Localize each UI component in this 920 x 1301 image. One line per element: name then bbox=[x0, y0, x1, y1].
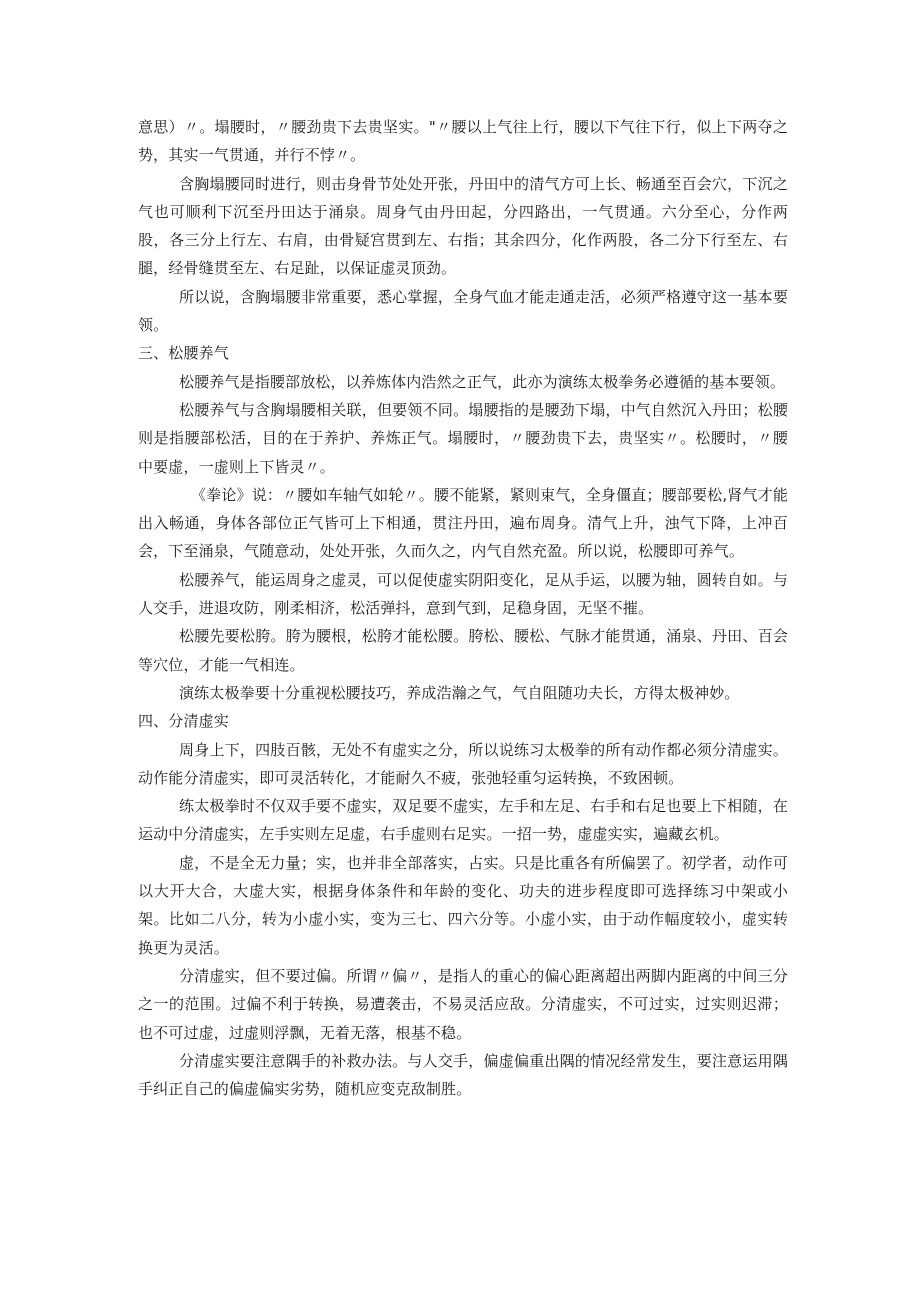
paragraph: 演练太极拳要十分重视松腰技巧，养成浩瀚之气，气自阻随功夫长，方得太极神妙。 bbox=[179, 683, 740, 702]
paragraph: 松腰养气是指腰部放松，以养炼体内浩然之正气，此亦为演练太极拳务必遵循的基本要领。 bbox=[179, 372, 786, 391]
paragraph: 分清虚实，但不要过偏。所谓〃偏〃，是指人的重心的偏心距离超出两脚内距离的中间三分之一的范围。过偏不利于转换，易遭袭击，不易灵活应敌。分清虚实，不可过实，过实则迟滞；也不可过虚，过虚则浮飘，无着无落，根基不稳。 bbox=[138, 966, 788, 1042]
paragraph: 松腰养气，能运周身之虚灵，可以促使虚实阴阳变化，足从手运，以腰为轴，圆转自如。与人交手，进退攻防，刚柔相济，松活弹抖，意到气到，足稳身固，无坚不摧。 bbox=[138, 570, 788, 618]
paragraph: 所以说，含胸塌腰非常重要，悉心掌握，全身气血才能走通走活，必须严格遵守这一基本要领。 bbox=[138, 287, 788, 335]
paragraph: 周身上下，四肢百骸，无处不有虚实之分，所以说练习太极拳的所有动作都必须分清虚实。动作能分清虚实，即可灵活转化，才能耐久不疲，张弛轻重匀运转换，不致困顿。 bbox=[138, 740, 788, 787]
document-body bbox=[138, 113, 788, 1103]
paragraph: 松腰先要松胯。胯为腰根，松胯才能松腰。胯松、腰松、气脉才能贯通，涌泉、丹田、百会等穴位，才能一气相连。 bbox=[138, 627, 788, 674]
paragraph: 意思）〃。塌腰时，〃腰劲贵下去贵坚实。"〃腰以上气往上行，腰以下气往下行，似上下两夺之势，其实一气贯通，并行不悖〃。 bbox=[138, 118, 788, 165]
section-heading: 四、分清虚实 bbox=[138, 712, 229, 731]
paragraph: 练太极拳时不仅双手要不虚实，双足要不虚实，左手和左足、右手和右足也要上下相随，在运动中分清虚实，左手实则左足虚，右手虚则右足实。一招一势，虚虚实实，遍藏玄机。 bbox=[138, 797, 788, 844]
paragraph: 松腰养气与含胸塌腰相关联，但要领不同。塌腰指的是腰劲下塌，中气自然沉入丹田；松腰则是指腰部松活，目的在于养护、养炼正气。塌腰时，〃腰劲贵下去，贵坚实〃。松腰时，〃腰中要虚，一虚则上下皆灵〃。 bbox=[138, 400, 788, 476]
paragraph: 分清虚实要注意隅手的补救办法。与人交手，偏虚偏重出隅的情况经常发生，要注意运用隅手纠正自己的偏虚偏实劣势，随机应变克敌制胜。 bbox=[138, 1051, 788, 1099]
section-heading: 三、松腰养气 bbox=[138, 344, 229, 363]
paragraph: 虚，不是全无力量；实，也并非全部落实，占实。只是比重各有所偏罢了。初学者，动作可以大开大合，大虚大实，根据身体条件和年龄的变化、功夫的进步程度即可选择练习中架或小架。比如二八分，转为小虚小实，变为三七、四六分等。小虚小实，由于动作幅度较小，虚实转换更为灵活。 bbox=[138, 853, 788, 957]
paragraph: 《拳论》说：〃腰如车轴气如轮〃。腰不能紧，紧则束气，全身僵直；腰部要松,肾气才能出入畅通，身体各部位正气皆可上下相通，贯注丹田，遍布周身。清气上升，浊气下降，上冲百会，下至涌泉，气随意动，处处开张，久而久之，内气自然充盈。所以说，松腰即可养气。 bbox=[138, 485, 788, 561]
paragraph: 含胸塌腰同时进行，则击身骨节处处开张，丹田中的清气方可上长、畅通至百会穴，下沉之气也可顺利下沉至丹田达于涌泉。周身气由丹田起，分四路出，一气贯通。六分至心，分作两股，各三分上行左、右肩，由骨疑宫贯到左、右指；其余四分，化作两股，各二分下行至左、右腿，经骨缝贯至左、右足趾，以保证虚灵顶劲。 bbox=[138, 174, 788, 278]
